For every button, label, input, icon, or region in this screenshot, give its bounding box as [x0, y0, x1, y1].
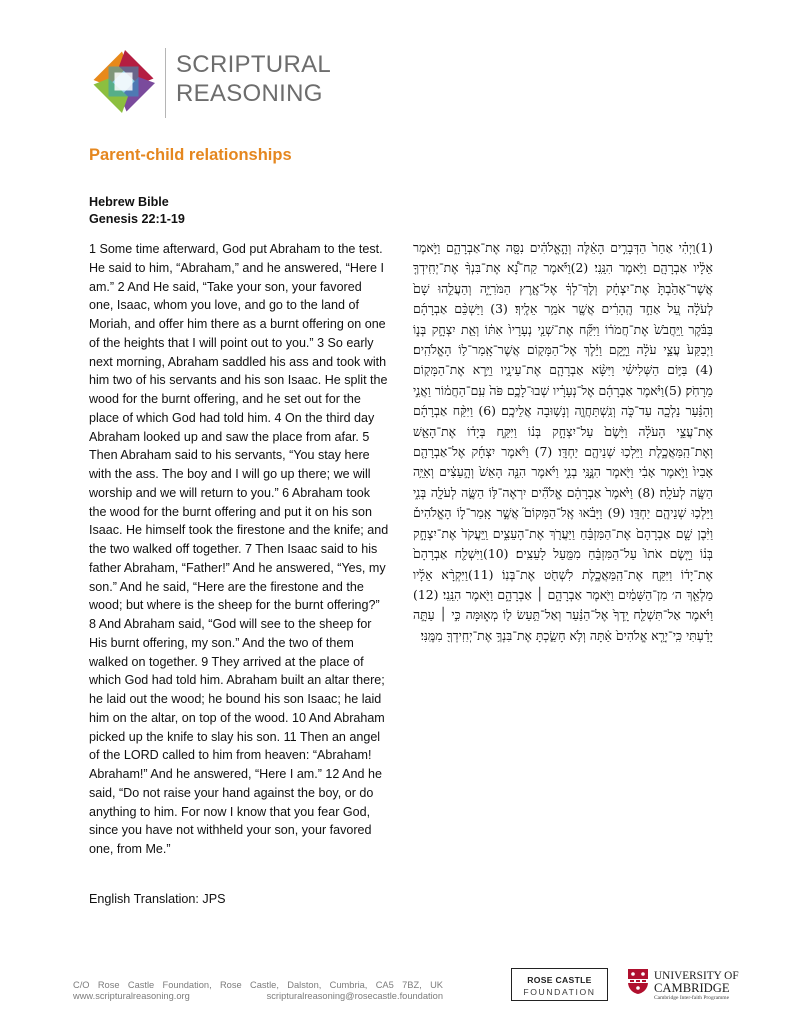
document-title: Parent-child relationships: [89, 146, 292, 164]
source-reference: [89, 194, 185, 228]
cambridge-line-1: UNIVERSITY OF: [654, 970, 739, 982]
brand-wordmark: [176, 50, 331, 108]
footer-address-part: Castle,: [250, 980, 279, 990]
footer-contact: [73, 980, 443, 1002]
logo-divider: [165, 48, 166, 118]
cambridge-line-3: Cambridge Inter-faith Programme: [654, 995, 730, 1001]
english-passage: 1 Some time afterward, God put Abraham to the test. He said to him, “Abraham,” and he answered, “Here I am.” 2 And He said, “Take your son, your favored one, Isaac, whom you love, and go to the land of Moriah, and offer him there as a burnt offering on one of the heights that I will point out to you.” 3 So early next morning, Abraham saddled his ass and took with him two of his servants and his son Isaac. He split the wood for the burnt offering, and he set out for the place of which God had told him. 4 On the third day Abraham looked up and saw the place from afar. 5 Then Abraham said to his servants, “You stay here with the ass. The boy and I will go up there; we will worship and we will return to you.” 6 Abraham took the wood for the burnt offering and put it on his son Isaac. He himself took the firestone and the knife; and the two walked off together. 7 Then Isaac said to his father Abraham, “Father!” And he answered, “Yes, my son.” And he said, “Here are the firestone and the wood; but where is the sheep for the burnt offering?” 8 And Abraham said, “God will see to the sheep for His burnt offering, my son.” And the two of them walked on together. 9 They arrived at the place of which God had told him. Abraham built an altar there; he laid out the wood; he bound his son Isaac; he laid him on the altar, on top of the wood. 10 And Abraham picked up the knife to slay his son. 11 Then an angel of the LORD called to him from heaven: “Abraham! Abraham!” And he answered, “Here I am.” 12 And he said, “Do not raise your hand against the boy, or do anything to him. For now I know that you fear God, since you have not withheld your son, your favored one, from Me.”: [89, 242, 392, 856]
rose-castle-line-2: FOUNDATION: [523, 987, 596, 997]
footer-address-part: Cumbria,: [329, 980, 368, 990]
translation-credit: English Translation: JPS: [89, 892, 226, 906]
footer-address-part: C/O: [73, 980, 90, 990]
footer-links: [73, 991, 443, 1002]
source-passage: Genesis 22:1-19: [89, 212, 185, 226]
source-book: Hebrew Bible: [89, 195, 169, 209]
cambridge-crest-icon: [627, 968, 649, 995]
footer-address-part: CA5: [375, 980, 394, 990]
footer-address-part: Rose: [97, 980, 120, 990]
footer-address-part: 7BZ,: [402, 980, 422, 990]
brand-line-2: REASONING: [176, 80, 323, 107]
footer-address-part: Foundation,: [162, 980, 212, 990]
scriptural-reasoning-logo: [86, 44, 161, 119]
footer-address: [73, 980, 443, 991]
footer-email-link[interactable]: scripturalreasoning@rosecastle.foundation: [266, 991, 443, 1001]
footer-address-part: UK: [430, 980, 443, 990]
footer-address-part: Rose: [219, 980, 242, 990]
hebrew-passage: (1)וַיְהִ֗י אַחַר֙ הַדְּבָרִ֣ים הָאֵ֔לֶּה וְהָ֣אֱלֹהִ֔ים נִסָּ֖ה אֶת־אַבְרָהָ֑ם וַיֹּ֣אמֶר אֵלָ֔יו אַבְרָהָ֖ם וַיֹּ֥אמֶר הִנֵּֽנִי׃ (2)וַיֹּ֡אמֶר קַח־נָ֠א אֶת־בִּנְךָ֨ אֶת־יְחִֽידְךָ֤ אֲשֶׁר־אָהַ֙בְתָּ֙ אֶת־יִצְחָ֔ק וְלֶךְ־לְךָ֔ אֶל־אֶ֖רֶץ הַמֹּרִיָּ֑ה וְהַעֲלֵ֤הוּ שָׁם֙ לְעֹלָ֔ה עַ֚ל אַחַ֣ד הֶֽהָרִ֔ים אֲשֶׁ֖ר אֹמַ֥ר אֵלֶֽיךָ׃ (3) וַיַּשְׁכֵּ֨ם אַבְרָהָ֜ם בַּבֹּ֗קֶר וַֽיַּחֲבֹשׁ֙ אֶת־חֲמֹר֔וֹ וַיִּקַּ֞ח אֶת־שְׁנֵ֤י נְעָרָיו֙ אִתּ֔וֹ וְאֵ֖ת יִצְחָ֣ק בְּנ֑וֹ וַיְבַקַּע֙ עֲצֵ֣י עֹלָ֔ה וַיָּ֣קָם וַיֵּ֔לֶךְ אֶל־הַמָּק֖וֹם אֲשֶׁר־אָֽמַר־ל֥וֹ הָאֱלֹהִֽים׃ (4) בַּיּ֣וֹם הַשְּׁלִישִׁ֗י וַיִּשָּׂ֨א אַבְרָהָ֧ם אֶת־עֵינָ֛יו וַיַּ֥רְא אֶת־הַמָּק֖וֹם מֵרָחֹֽק׃ (5)וַיֹּ֨אמֶר אַבְרָהָ֜ם אֶל־נְעָרָ֗יו שְׁבוּ־לָכֶ֥ם פֹּה֙ עִֽם־הַחֲמ֔וֹר וַאֲנִ֣י וְהַנַּ֔עַר נֵלְכָ֖ה עַד־כֹּ֑ה וְנִֽשְׁתַּחֲוֶ֖ה וְנָשׁ֥וּבָה אֲלֵיכֶֽם׃ (6) וַיִּקַּ֨ח אַבְרָהָ֜ם אֶת־עֲצֵ֣י הָעֹלָ֗ה וַיָּ֙שֶׂם֙ עַל־יִצְחָ֣ק בְּנ֔וֹ וַיִּקַּ֣ח בְּיָד֔וֹ אֶת־הָאֵ֖שׁ וְאֶת־הַֽמַּאֲכֶ֑לֶת וַיֵּלְכ֥וּ שְׁנֵיהֶ֖ם יַחְדָּֽו׃ (7) וַיֹּ֨אמֶר יִצְחָ֜ק אֶל־אַבְרָהָ֤ם אָבִיו֙ וַיֹּ֣אמֶר אָבִ֔י וַיֹּ֖אמֶר הִנֶּ֣נִּֽי בְנִ֑י וַיֹּ֗אמֶר הִנֵּ֤ה הָאֵשׁ֙ וְהָ֣עֵצִ֔ים וְאַיֵּ֥ה הַשֶּׂ֖ה לְעֹלָֽה׃ (8) וַיֹּ֙אמֶר֙ אַבְרָהָ֔ם אֱלֹהִ֞ים יִרְאֶה־לּ֥וֹ הַשֶּׂ֛ה לְעֹלָ֖ה בְּנִ֑י וַיֵּלְכ֥וּ שְׁנֵיהֶ֖ם יַחְדָּֽו׃ (9) וַיָּבֹ֗אוּ אֶֽל־הַמָּקוֹם֮ אֲשֶׁ֣ר אָֽמַר־ל֣וֹ הָאֱלֹהִים֒ וַיִּ֨בֶן שָׁ֤ם אַבְרָהָם֙ אֶת־הַמִּזְבֵּ֔חַ וַיַּעֲרֹ֖ךְ אֶת־הָעֵצִ֑ים וַֽיַּעֲקֹד֙ אֶת־יִצְחָ֣ק בְּנ֔וֹ וַיָּ֤שֶׂם אֹתוֹ֙ עַל־הַמִּזְבֵּ֔חַ מִמַּ֖עַל לָעֵצִֽים׃ (10)וַיִּשְׁלַ֤ח אַבְרָהָם֙ אֶת־יָד֔וֹ וַיִּקַּ֖ח אֶת־הַֽמַּאֲכֶ֑לֶת לִשְׁחֹ֖ט אֶת־בְּנֽוֹ׃ (11)וַיִּקְרָ֨א אֵלָ֜יו מַלְאַ֤ךְ ה׳ מִן־הַשָּׁמַ֔יִם וַיֹּ֖אמֶר אַבְרָהָ֣ם ׀ אַבְרָהָ֑ם וַיֹּ֖אמֶר הִנֵּֽנִי׃ (12) וַיֹּ֗אמֶר אַל־תִּשְׁלַ֤ח יָֽדְךָ֙ אֶל־הַנַּ֔עַר וְאַל־תַּ֥עַשׂ ל֖וֹ מְא֑וּמָּה כִּ֣י ׀ עַתָּ֣ה יָדַ֗עְתִּי כִּֽי־יְרֵ֤א אֱלֹהִים֙ אַ֔תָּה וְלֹ֥א חָשַׂ֛כְתָּ אֶת־בִּנְךָ֥ אֶת־יְחִֽידְךָ֖ מִמֶּֽנִּי׃: [413, 240, 714, 643]
footer-website-link[interactable]: www.scripturalreasoning.org: [73, 991, 190, 1001]
footer-address-part: Castle: [127, 980, 155, 990]
footer-address-part: Dalston,: [287, 980, 322, 990]
brand-line-1: SCRIPTURAL: [176, 51, 332, 78]
rose-castle-foundation-logo: [511, 968, 608, 1001]
cambridge-logo: [654, 970, 739, 1002]
rose-castle-line-1: ROSE CASTLE: [527, 975, 592, 985]
cambridge-line-2: CAMBRIDGE: [654, 981, 730, 995]
